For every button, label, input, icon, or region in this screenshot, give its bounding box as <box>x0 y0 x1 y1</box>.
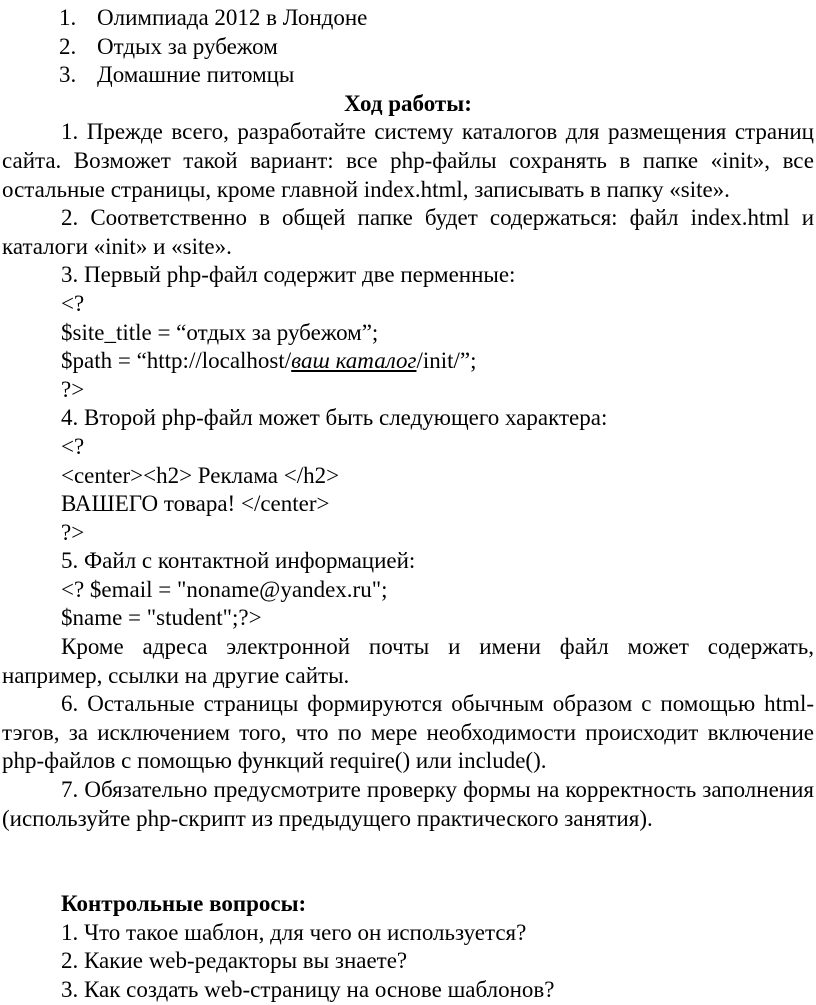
step-6: 6. Остальные страницы формируются обычным образом с помощью html-тэгов, за исключением того, что по мере необходимости происходит включение php-файлов с помощью функций require() или include(). <box>2 691 814 774</box>
topic-item: 3. Домашние питомцы <box>59 62 295 88</box>
step-1: 1. Прежде всего, разработайте систему каталогов для размещения страниц сайта. Возможет такой вариант: все php-файлы сохранять в папке «init», все остальные страницы, кроме главной index.html, записывать в папку «site». <box>2 119 814 202</box>
code-line: <? <box>61 290 85 316</box>
code-line: <center><h2> Реклама </h2> <box>61 462 340 488</box>
topic-item: 1. Олимпиада 2012 в Лондоне <box>59 5 368 30</box>
code-line: <? $email = "noname@yandex.ru"; <box>61 576 388 602</box>
step-5-note: Кроме адреса электронной почты и имени файл может содержать, например, ссылки на другие сайты. <box>2 634 814 688</box>
code-line: $site_title = “отдых за рубежом”; <box>61 319 379 345</box>
step-2: 2. Соответственно в общей папке будет содержаться: файл index.html и каталоги «init» и «site». <box>2 205 814 259</box>
work-heading: Ход работы: <box>344 90 472 116</box>
topic-item: 2. Отдых за рубежом <box>59 33 278 59</box>
code-line: ВАШЕГО товара! </center> <box>61 491 330 517</box>
placeholder-text: ваш каталог <box>291 348 417 374</box>
questions-heading: Контрольные вопросы: <box>61 891 307 917</box>
spacer <box>2 833 814 890</box>
code-line: <? <box>61 433 85 459</box>
topic-text: Отдых за рубежом <box>97 33 278 59</box>
question-item: 3. Как создать web-страницу на основе шаблонов? <box>61 977 555 1002</box>
question-item: 1. Что такое шаблон, для чего он используется? <box>61 919 527 945</box>
step-5: 5. Файл с контактной информацией: <box>61 548 416 574</box>
step-4: 4. Второй php-файл может быть следующего характера: <box>61 405 608 431</box>
topic-text: Олимпиада 2012 в Лондоне <box>97 5 368 30</box>
code-line: ?> <box>61 376 85 402</box>
step-7: 7. Обязательно предусмотрите проверку формы на корректность заполнения (используйте php-скрипт из предыдущего практического занятия). <box>2 777 814 831</box>
code-line: $path = “http://localhost/ваш каталог/init/”; <box>61 348 477 374</box>
code-line: ?> <box>61 519 85 545</box>
question-item: 2. Какие web-редакторы вы знаете? <box>61 948 408 974</box>
step-3: 3. Первый php-файл содержит две перменные: <box>61 262 516 288</box>
code-line: $name = "student";?> <box>61 605 262 631</box>
topic-text: Домашние питомцы <box>97 62 295 88</box>
